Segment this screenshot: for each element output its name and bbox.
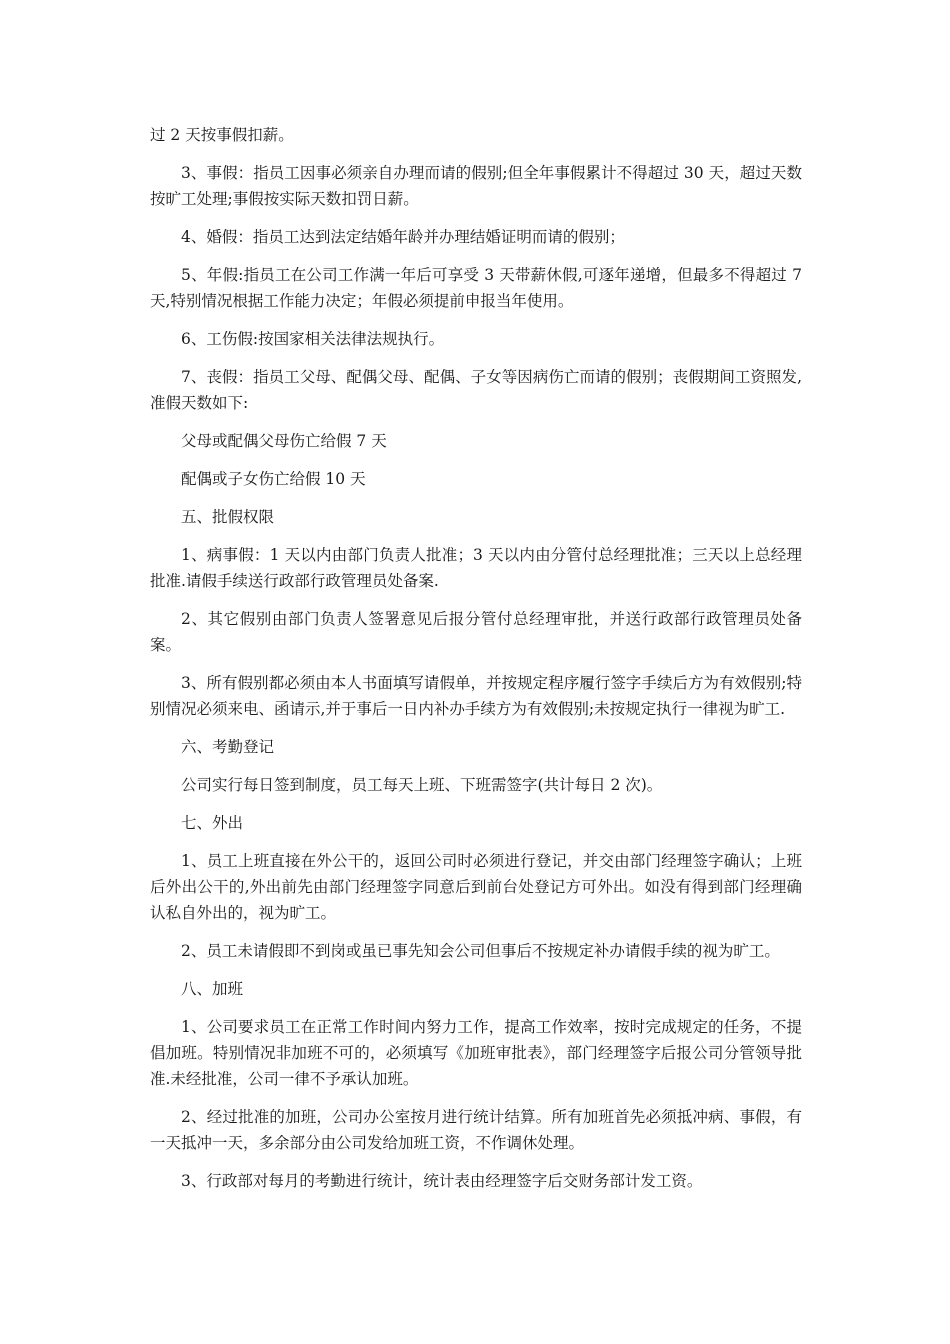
paragraph-personal-leave: 3、事假：指员工因事必须亲自办理而请的假别;但全年事假累计不得超过 30 天，超过天数按旷工处理;事假按实际天数扣罚日薪。 <box>150 164 802 208</box>
paragraph-continuation: 过 2 天按事假扣薪。 <box>150 126 294 144</box>
paragraph-annual-leave: 5、年假:指员工在公司工作满一年后可享受 3 天带薪休假,可逐年递增，但最多不得超过 7 天,特别情况根据工作能力决定；年假必须提前申报当年使用。 <box>150 266 802 310</box>
paragraph-outing-1: 1、员工上班直接在外公干的，返回公司时必须进行登记，并交由部门经理签字确认；上班后外出公干的,外出前先由部门经理签字同意后到前台处登记方可外出。如没有得到部门经理确认私自外出的，视为旷工。 <box>150 852 802 922</box>
paragraph-approval-1: 1、病事假：1 天以内由部门负责人批准；3 天以内由分管付总经理批准；三天以上总经理批准.请假手续送行政部行政管理员处备案. <box>150 546 802 590</box>
section-heading-overtime: 八、加班 <box>181 980 244 998</box>
paragraph-overtime-3: 3、行政部对每月的考勤进行统计，统计表由经理签字后交财务部计发工资。 <box>181 1172 703 1190</box>
paragraph-overtime-1: 1、公司要求员工在正常工作时间内努力工作，提高工作效率，按时完成规定的任务，不提倡加班。特别情况非加班不可的，必须填写《加班审批表》，部门经理签字后报公司分管领导批准.未经批准，公司一律不予承认加班。 <box>150 1018 802 1088</box>
paragraph-outing-2: 2、员工未请假即不到岗或虽已事先知会公司但事后不按规定补办请假手续的视为旷工。 <box>181 942 780 960</box>
paragraph-approval-3: 3、所有假别都必须由本人书面填写请假单，并按规定程序履行签字手续后方为有效假别;特别情况必须来电、函请示,并于事后一日内补办手续方为有效假别;未按规定执行一律视为旷工. <box>150 674 802 718</box>
paragraph-parents-bereavement: 父母或配偶父母伤亡给假 7 天 <box>181 432 387 450</box>
section-heading-outing: 七、外出 <box>181 814 244 832</box>
section-heading-attendance: 六、考勤登记 <box>181 738 275 756</box>
paragraph-bereavement-leave: 7、丧假：指员工父母、配偶父母、配偶、子女等因病伤亡而请的假别；丧假期间工资照发,准假天数如下: <box>150 368 802 412</box>
paragraph-injury-leave: 6、工伤假:按国家相关法律法规执行。 <box>181 330 445 348</box>
paragraph-spouse-bereavement: 配偶或子女伤亡给假 10 天 <box>181 470 366 488</box>
paragraph-marriage-leave: 4、婚假：指员工达到法定结婚年龄并办理结婚证明而请的假别； <box>181 228 625 246</box>
document-body <box>150 122 802 1206</box>
paragraph-approval-2: 2、其它假别由部门负责人签署意见后报分管付总经理审批，并送行政部行政管理员处备案。 <box>150 610 802 654</box>
paragraph-attendance: 公司实行每日签到制度，员工每天上班、下班需签字(共计每日 2 次)。 <box>181 776 663 794</box>
section-heading-approval: 五、批假权限 <box>181 508 275 526</box>
paragraph-overtime-2: 2、经过批准的加班，公司办公室按月进行统计结算。所有加班首先必须抵冲病、事假，有一天抵冲一天，多余部分由公司发给加班工资，不作调休处理。 <box>150 1108 802 1152</box>
